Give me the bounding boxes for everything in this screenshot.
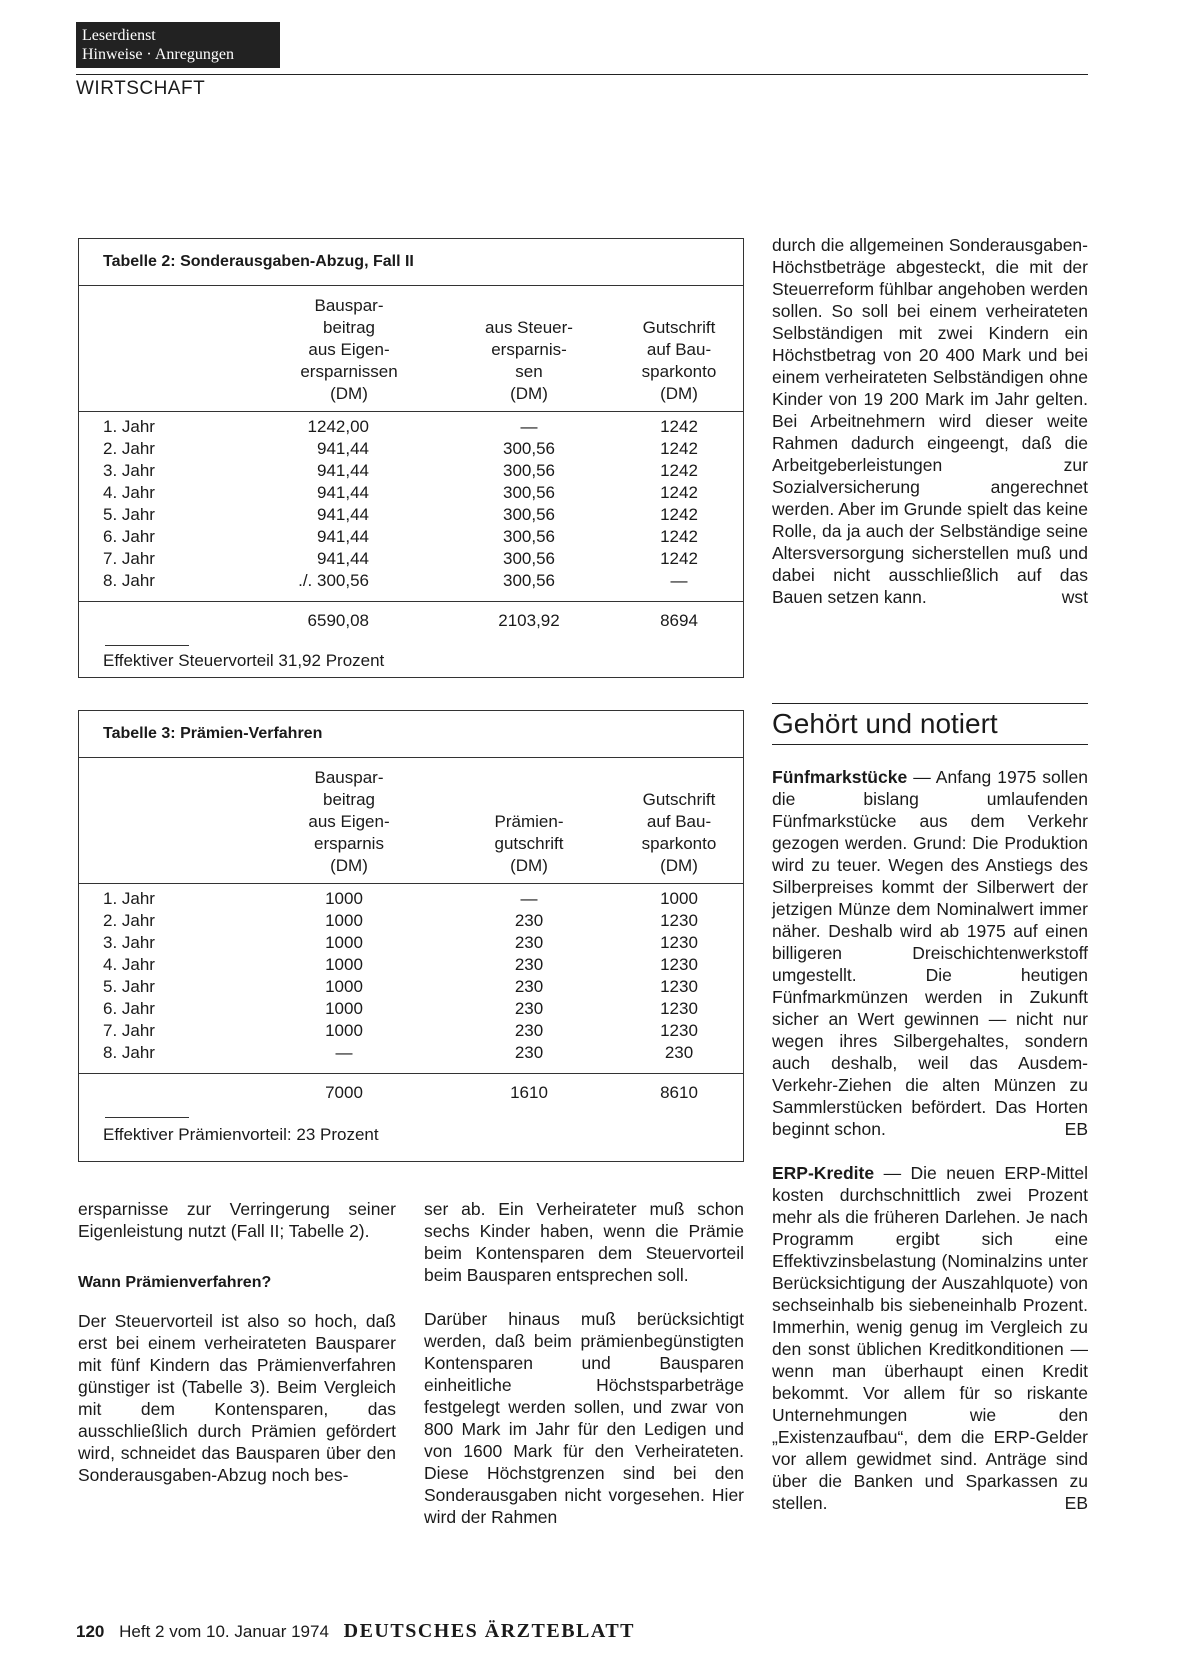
table-row: 8. Jahr — 230 230 <box>103 1043 694 1062</box>
news-item-heading: ERP-Kredite <box>772 1163 875 1183</box>
page-number: 120 <box>76 1622 105 1641</box>
table-3-total-rule <box>79 1073 743 1074</box>
gehoert-title: Gehört und notiert <box>772 708 998 739</box>
table-3-header-col3: Gutschrift auf Bau- sparkonto (DM) <box>641 790 717 875</box>
author-signature: wst <box>1061 587 1088 607</box>
gehoert-items <box>772 766 1088 1514</box>
section-title: WIRTSCHAFT <box>76 78 206 99</box>
table-2-header-col2: aus Steuer- ersparnis- sen (DM) <box>485 318 573 403</box>
table-row: 6. Jahr 941,44 300,56 1242 <box>103 527 698 546</box>
header-rule <box>76 74 1088 75</box>
badge-line-1: Leserdienst <box>82 27 156 44</box>
author-signature: EB <box>1064 1119 1088 1139</box>
table-3-header-col2: Prämien- gutschrift (DM) <box>494 812 564 875</box>
article-column-3 <box>772 234 1088 608</box>
table-row: 6. Jahr 1000 230 1230 <box>103 999 698 1018</box>
magazine-name: DEUTSCHES ÄRZTEBLATT <box>343 1620 636 1642</box>
gehoert-top-rule <box>772 703 1088 704</box>
article-paragraph: ersparnisse zur Verringerung seiner Eigenleistung nutzt (Fall II; Tabelle 2). <box>78 1199 396 1241</box>
table-row: 2. Jahr 941,44 300,56 1242 <box>103 439 698 458</box>
page-footer <box>76 1620 635 1643</box>
table-row: 2. Jahr 1000 230 1230 <box>103 911 698 930</box>
table-3-caption-rule <box>79 757 743 758</box>
table-2-header-rule <box>79 411 743 412</box>
table-2-total-rule <box>79 601 743 602</box>
table-3-header-col1: Bauspar- beitrag aus Eigen- ersparnis (DM) <box>308 768 390 875</box>
table-2-header-col1: Bauspar- beitrag aus Eigen- ersparnissen (DM) <box>300 296 398 403</box>
table-3-header-rule <box>79 883 743 884</box>
table-2-totals: 6590,08 2103,92 8694 <box>307 611 698 630</box>
article-column-2 <box>424 1198 744 1528</box>
table-2-footnote: Effektiver Steuervorteil 31,92 Prozent <box>103 651 385 670</box>
table-row: 1. Jahr 1000 — 1000 <box>103 889 698 908</box>
leserdienst-badge <box>76 22 280 68</box>
author-signature: EB <box>1064 1493 1088 1513</box>
gehoert-bottom-rule <box>772 744 1088 745</box>
article-paragraph: durch die allgemeinen Sonderausgaben-Höchstbeträge abgesteckt, die mit der Steuerreform fühlbar angehoben werden sollen. So soll bei einem verheirateten Selbständigen mit zwei Kindern ein Höchstbetrag von 20 400 Mark und bei einem verheirateten Selbständigen ohne Kinder von 19 200 Mark im Jahr gelten. Bei Arbeitnehmern wird dieser weite Rahmen dadurch eingeengt, daß die Arbeitgeberleistungen zur Sozialversicherung angerechnet werden. Aber im Grunde spielt das keine Rolle, da ja auch der Selbständige seine Altersversorgung sicherstellen muß und dabei nicht ausschließlich auf das Bauen setzen kann. wst <box>772 235 1088 607</box>
table-row: 3. Jahr 941,44 300,56 1242 <box>103 461 698 480</box>
table-row: 4. Jahr 1000 230 1230 <box>103 955 698 974</box>
table-3-footnote-rule <box>105 1117 189 1118</box>
article-paragraph: Der Steuervorteil ist also so hoch, daß erst bei einem verheirateten Bausparer mit fünf Kindern das Prämienverfahren günstiger ist (Tabelle 3). Beim Vergleich mit dem Kontensparen, das ausschließlich durch Prämien gefördert wird, schneidet das Bausparen über den Sonderausgaben-Abzug noch bes- <box>78 1311 396 1485</box>
news-item-erp: ERP-Kredite — Die neuen ERP-Mittel kosten durchschnittlich zwei Prozent mehr als die früheren Darlehen. Je nach Programm ergibt sich eine Effektivzinsbelastung (Nominalzins unter Berücksichtigung der Auszahlquote) von sechseinhalb bis siebeneinhalb Prozent. Immerhin, wenig genug im Vergleich zu den sonst üblichen Kreditkonditionen — wenn man überhaupt einen Kredit bekommt. Vor allem für so riskante Unternehmungen wie den „Existenzaufbau“, dem die ERP-Gelder vor allem gewidmet sind. Anträge sind über die Banken und Sparkassen zu stellen. EB <box>772 1163 1088 1513</box>
news-item-heading: Fünfmarkstücke <box>772 767 908 787</box>
table-row: 5. Jahr 1000 230 1230 <box>103 977 698 996</box>
table-row: 3. Jahr 1000 230 1230 <box>103 933 698 952</box>
article-subheading: Wann Prämienverfahren? <box>78 1274 272 1291</box>
article-column-1 <box>78 1198 396 1486</box>
table-row: 7. Jahr 1000 230 1230 <box>103 1021 698 1040</box>
table-2-caption: Tabelle 2: Sonderausgaben-Abzug, Fall II <box>103 253 414 270</box>
table-row: 8. Jahr ./. 300,56 300,56 — <box>103 571 688 590</box>
table-row: 5. Jahr 941,44 300,56 1242 <box>103 505 698 524</box>
badge-line-2: Hinweise · Anregungen <box>82 46 234 63</box>
table-2-caption-rule <box>79 285 743 286</box>
table-2-header-col3: Gutschrift auf Bau- sparkonto (DM) <box>641 318 717 403</box>
table-2-footnote-rule <box>105 645 189 646</box>
issue-info: Heft 2 vom 10. Januar 1974 <box>119 1622 329 1641</box>
table-row: 1. Jahr 1242,00 — 1242 <box>103 417 698 436</box>
table-3-footnote: Effektiver Prämienvorteil: 23 Prozent <box>103 1125 379 1144</box>
table-3 <box>78 710 744 1162</box>
news-item-fuenfmark: Fünfmarkstücke — Anfang 1975 sollen die bislang umlaufenden Fünfmarkstücke aus dem Verkehr gezogen werden. Grund: Die Produktion wird zu teuer. Wegen des Anstiegs des Silberpreises kommt der Silberwert der jetzigen Münze dem Nominalwert immer näher. Deshalb wird ab 1975 auf einen billigeren Dreischichtenwerkstoff umgestellt. Die heutigen Fünfmarkmünzen werden in Zukunft sicher an Wert gewinnen — nicht nur wegen ihres Silbergehaltes, sondern auch deshalb, weil das Ausdem-Verkehr-Ziehen die alten Münzen zu Sammlerstücken befördert. Das Horten beginnt schon. EB <box>772 767 1088 1139</box>
table-3-totals: 7000 1610 8610 <box>325 1083 698 1102</box>
article-paragraph: Darüber hinaus muß berücksichtigt werden, daß beim prämienbegünstigten Kontensparen und Bausparen einheitliche Höchstsparbeträge festgelegt werden sollen, und zwar von 800 Mark im Jahr für den Ledigen und von 1600 Mark für den Verheirateten. Diese Höchstgrenzen sind bei den Sonderausgaben nicht vorgesehen. Hier wird der Rahmen <box>424 1309 744 1527</box>
table-3-caption: Tabelle 3: Prämien-Verfahren <box>103 725 323 742</box>
table-row: 7. Jahr 941,44 300,56 1242 <box>103 549 698 568</box>
table-row: 4. Jahr 941,44 300,56 1242 <box>103 483 698 502</box>
article-paragraph: ser ab. Ein Verheirateter muß schon sechs Kinder haben, wenn die Prämie beim Kontensparen dem Steuervorteil beim Bausparen entsprechen soll. <box>424 1199 744 1285</box>
table-2 <box>78 238 744 678</box>
